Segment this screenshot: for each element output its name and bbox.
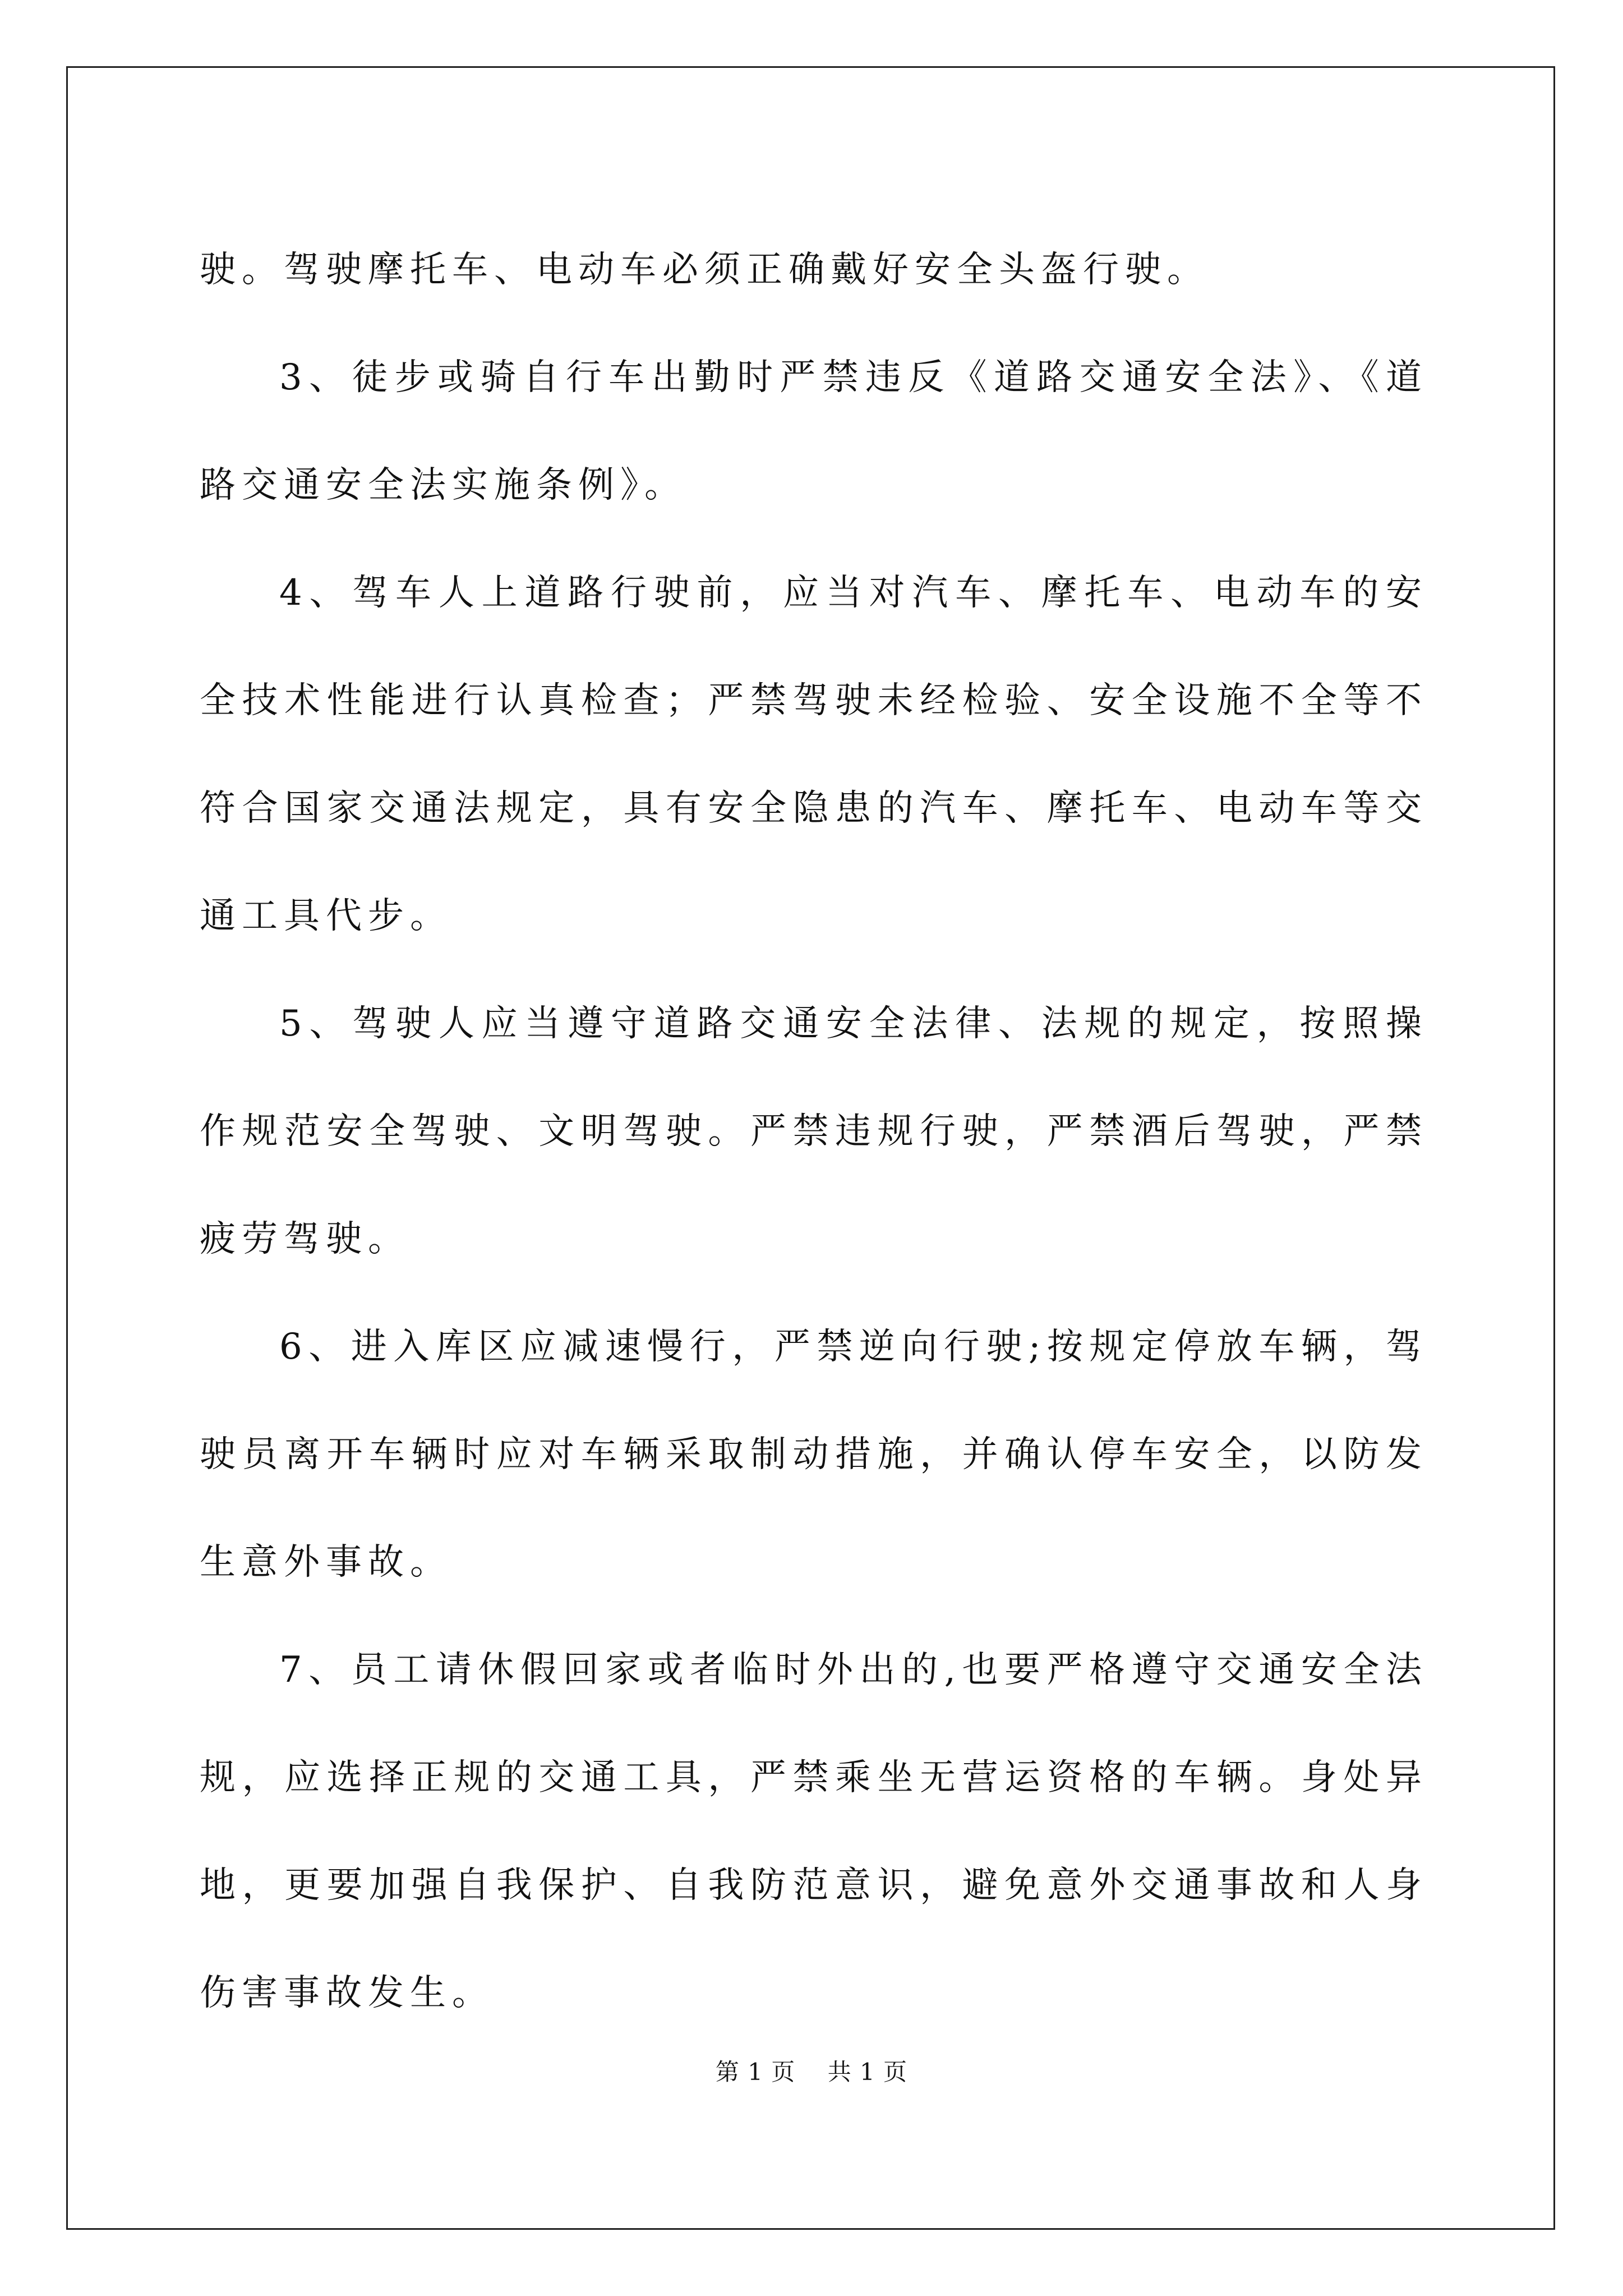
paragraph-item-3: 3、徒步或骑自行车出勤时严禁违反《道路交通安全法》、《道路交通安全法实施条例》。 — [200, 357, 1428, 506]
paragraph-item-4: 4、驾车人上道路行驶前，应当对汽车、摩托车、电动车的安全技术性能进行认真检查；严禁驾驶未经检验、安全设施不全等不符合国家交通法规定，具有安全隐患的汽车、摩托车、电动车等交通工具代步。 — [200, 572, 1428, 937]
document-body — [200, 216, 1428, 2047]
paragraph-continuation: 驶。驾驶摩托车、电动车必须正确戴好安全头盔行驶。 — [200, 249, 1209, 291]
paragraph-item-5: 5、驾驶人应当遵守道路交通安全法律、法规的规定，按照操作规范安全驾驶、文明驾驶。严禁违规行驶，严禁酒后驾驶，严禁疲劳驾驶。 — [200, 1003, 1428, 1260]
page-footer — [0, 2055, 1623, 2089]
page-total: 共 1 页 — [827, 2058, 908, 2086]
page-number: 第 1 页 — [715, 2058, 796, 2086]
paragraph-item-7: 7、员工请休假回家或者临时外出的,也要严格遵守交通安全法规，应选择正规的交通工具，严禁乘坐无营运资格的车辆。身处异地，更要加强自我保护、自我防范意识，避免意外交通事故和人身伤害事故发生。 — [200, 1649, 1428, 2014]
paragraph-item-6: 6、进入库区应减速慢行，严禁逆向行驶;按规定停放车辆，驾驶员离开车辆时应对车辆采取制动措施，并确认停车安全，以防发生意外事故。 — [200, 1326, 1428, 1583]
